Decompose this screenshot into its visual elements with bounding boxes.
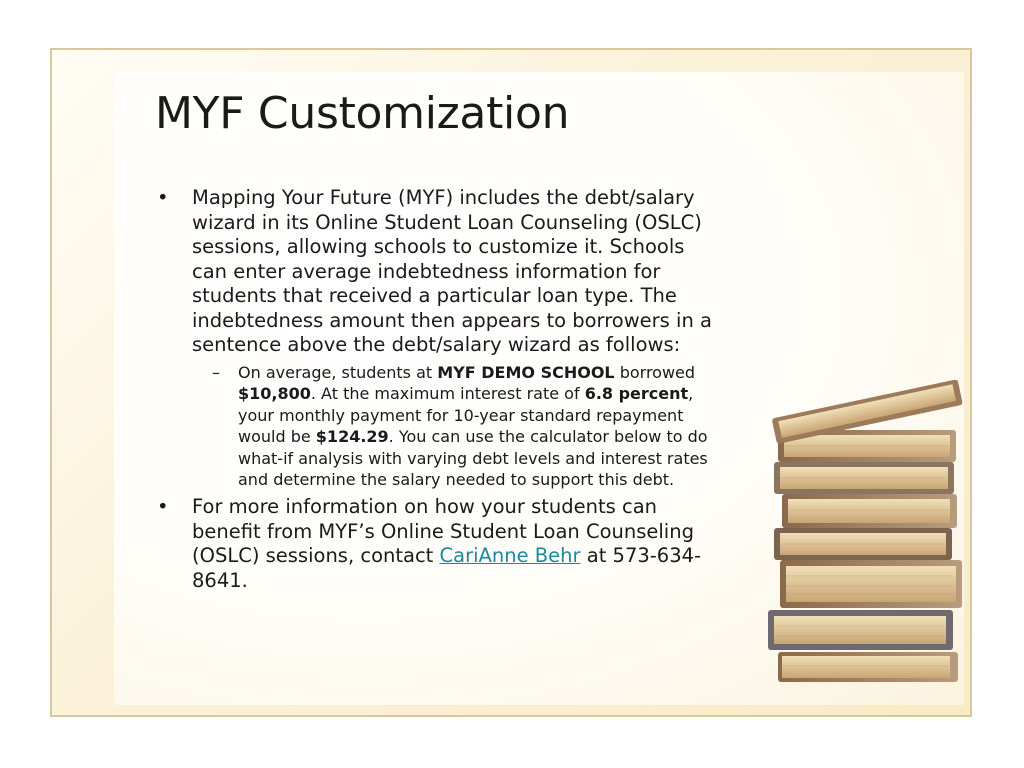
bullet-item-contact — [155, 495, 720, 593]
bullet-text: Mapping Your Future (MYF) includes the debt/salary wizard in its Online Student Loan Counseling (OSLC) sessions, allowing schools to customize it. Schools can enter average indebtedness information for students that received a particular loan type. The indebtedness amount then appears to borrowers in a sentence above the debt/salary wizard as follows: — [192, 186, 712, 356]
borrowed-amount: $10,800 — [238, 384, 311, 404]
sub-bullet-list — [192, 362, 720, 492]
contact-text-after: at 573-634-8641. — [192, 544, 702, 592]
sub-text-1: On average, students at — [238, 362, 438, 382]
monthly-payment: $124.29 — [315, 427, 389, 447]
contact-link[interactable]: CariAnne Behr — [439, 544, 581, 568]
sub-text-4: , your monthly payment for 10-year standard repayment would be — [238, 384, 694, 447]
sub-text-2: borrowed — [614, 362, 696, 382]
stack-of-old-books-image — [760, 380, 970, 700]
bullet-item-myf-wizard — [155, 186, 720, 491]
bullet-icon: • — [157, 186, 169, 209]
sub-text-3: . At the maximum interest rate of — [310, 384, 585, 404]
bullet-icon: • — [157, 495, 169, 519]
dash-icon: – — [212, 362, 220, 382]
slide-title: MYF Customization — [155, 88, 570, 139]
school-name: MYF DEMO SCHOOL — [437, 362, 615, 382]
interest-rate: 6.8 percent — [584, 384, 689, 404]
sub-text-5: . You can use the calculator below to do what-if analysis with varying debt levels and interest rates and determine the salary needed to support this debt. — [238, 427, 708, 490]
contact-text-before: For more information on how your students can benefit from MYF’s Online Student Loan Counseling (OSLC) sessions, contact — [192, 495, 694, 568]
bullet-list — [155, 186, 720, 597]
sub-bullet-example-sentence — [192, 362, 720, 492]
